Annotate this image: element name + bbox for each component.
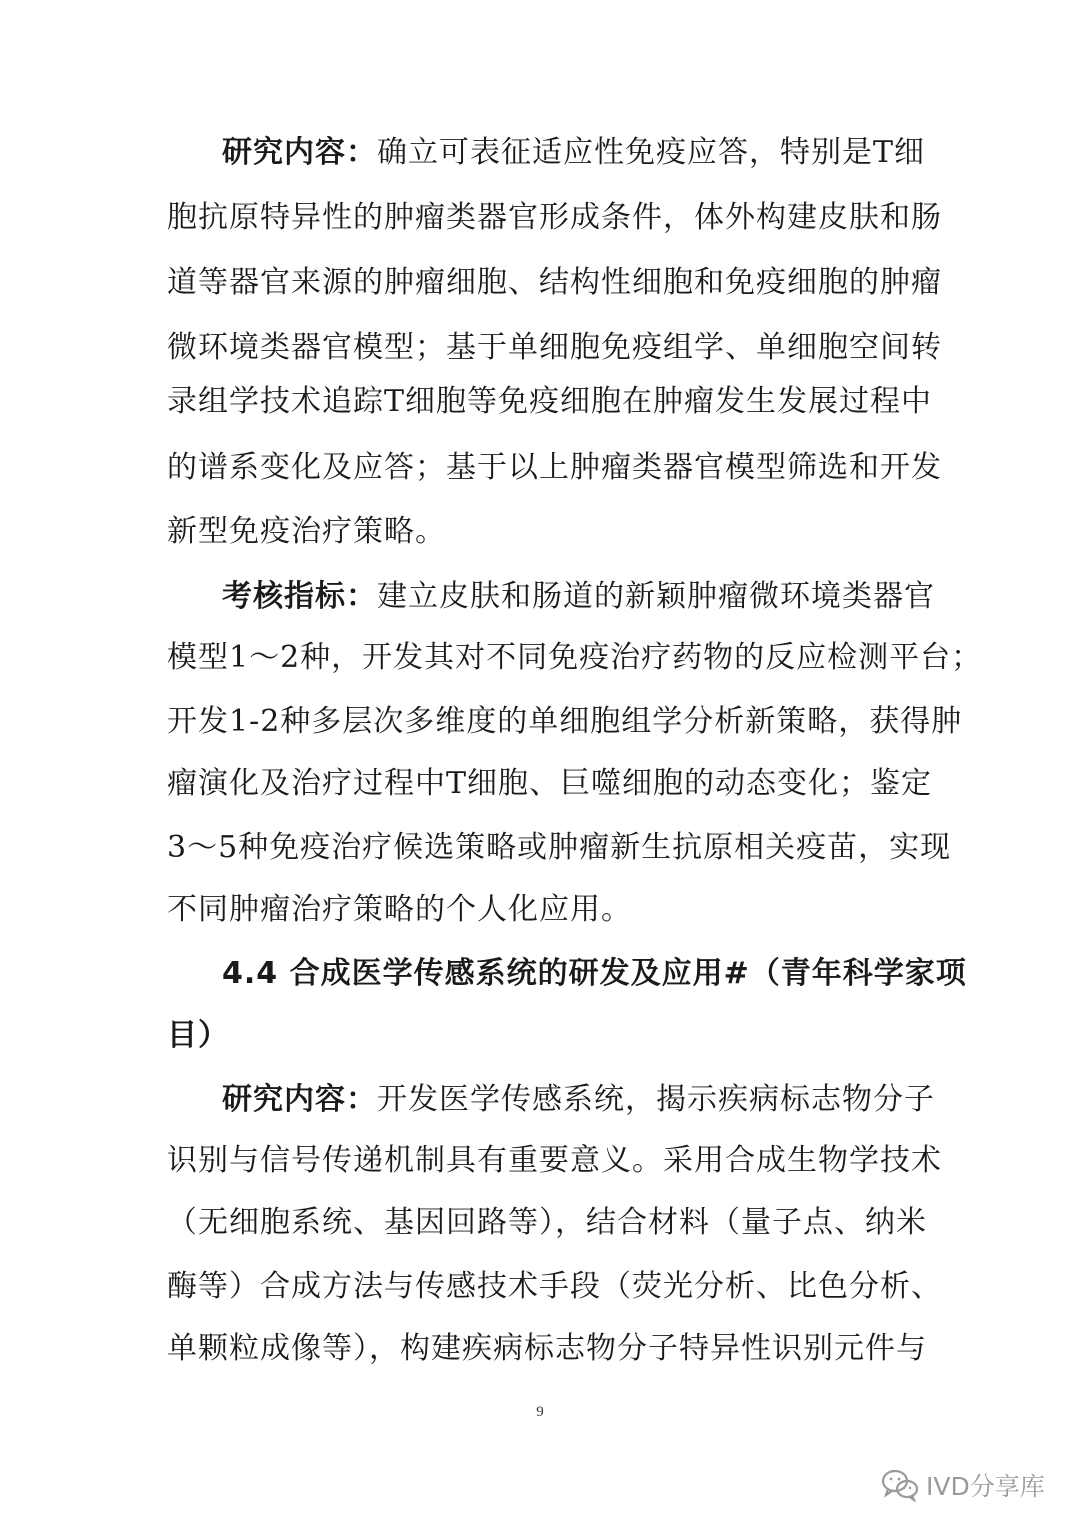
paragraph-line: 考核指标：建立皮肤和肠道的新颖肿瘤微环境类器官 [222, 579, 935, 614]
paragraph-line: 瘤演化及治疗过程中T细胞、巨噬细胞的动态变化；鉴定 [167, 766, 933, 801]
section-heading-continued: 目） [167, 1018, 229, 1053]
paragraph-line: 不同肿瘤治疗策略的个人化应用。 [167, 892, 632, 927]
paragraph-line: 单颗粒成像等），构建疾病标志物分子特异性识别元件与 [167, 1331, 927, 1366]
research-content-label: 研究内容： [222, 1082, 377, 1117]
paragraph-line: 开发1-2种多层次多维度的单细胞组学分析新策略，获得肿 [167, 704, 963, 739]
research-content-label: 研究内容： [222, 135, 377, 170]
paragraph-line: （无细胞系统、基因回路等），结合材料（量子点、纳米 [167, 1205, 927, 1240]
paragraph-line: 识别与信号传递机制具有重要意义。采用合成生物学技术 [167, 1143, 942, 1178]
paragraph-line: 新型免疫治疗策略。 [167, 514, 446, 549]
paragraph-line: 胞抗原特异性的肿瘤类器官形成条件，体外构建皮肤和肠 [167, 200, 942, 235]
wechat-icon [880, 1468, 920, 1502]
paragraph-line: 研究内容：确立可表征适应性免疫应答，特别是T细 [222, 135, 926, 170]
paragraph-line: 微环境类器官模型；基于单细胞免疫组学、单细胞空间转 [167, 330, 942, 365]
paragraph-line: 录组学技术追踪T细胞等免疫细胞在肿瘤发生发展过程中 [167, 384, 933, 419]
paragraph-line: 的谱系变化及应答；基于以上肿瘤类器官模型筛选和开发 [167, 450, 942, 485]
section-heading: 4.4 合成医学传感系统的研发及应用#（青年科学家项 [222, 956, 967, 991]
watermark-text: IVD分享库 [926, 1472, 1045, 1501]
assessment-label: 考核指标： [222, 579, 377, 614]
paragraph-line: 酶等）合成方法与传感技术手段（荧光分析、比色分析、 [167, 1269, 942, 1304]
paragraph-line: 研究内容：开发医学传感系统，揭示疾病标志物分子 [222, 1082, 935, 1117]
paragraph-line: 道等器官来源的肿瘤细胞、结构性细胞和免疫细胞的肿瘤 [167, 265, 942, 300]
paragraph-line: 模型1～2种，开发其对不同免疫治疗药物的反应检测平台； [167, 640, 983, 675]
paragraph-line: 3～5种免疫治疗候选策略或肿瘤新生抗原相关疫苗，实现 [167, 830, 952, 865]
watermark [880, 1465, 1045, 1505]
page-number: 9 [536, 1404, 544, 1420]
